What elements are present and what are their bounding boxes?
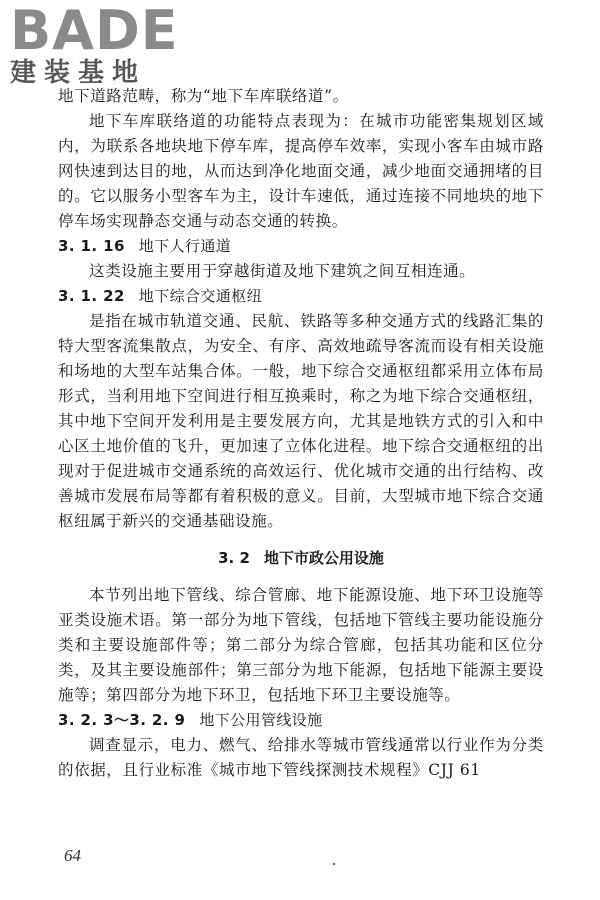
- clause-heading-3-2-3: [58, 708, 544, 733]
- clause-title: 地下人行通道: [138, 237, 232, 255]
- bade-logo: [10, 0, 200, 88]
- clause-title: 地下公用管线设施: [199, 711, 323, 729]
- page-number: 64: [64, 846, 81, 865]
- document-page: [58, 84, 544, 783]
- paragraph-garage-link: 地下车库联络道的功能特点表现为：在城市功能密集规划区域内，为联系各地块地下停车库，提高停车效率，实现小客车由城市路网快速到达目的地，从而达到净化地面交通，减少地面交通拥堵的目的。它以服务小型客车为主，设计车速低，通过连接不同地块的地下停车场实现静态交通与动态交通的转换。: [58, 112, 544, 230]
- logo-subtitle: 建装基地: [10, 58, 147, 88]
- clause-heading-3-1-22: [58, 284, 544, 309]
- scan-speck: [333, 863, 335, 865]
- clause-number: 3. 2. 3～3. 2. 9: [58, 711, 186, 729]
- paragraph-utility-pipelines: 调查显示，电力、燃气、给排水等城市管线通常以行业作为分类的依据，且行业标准《城市地下管线探测技术规程》CJJ 61: [58, 736, 544, 779]
- section-heading-3-2: [58, 546, 544, 571]
- paragraph-pedestrian-passage: 这类设施主要用于穿越街道及地下建筑之间互相连通。: [89, 262, 476, 280]
- clause-number: 3. 1. 16: [58, 237, 125, 255]
- paragraph-continued: 地下道路范畴，称为“地下车库联络道”。: [58, 87, 349, 105]
- logo-wordmark: BADE: [10, 0, 179, 62]
- section-number: 3. 2: [218, 549, 250, 567]
- clause-heading-3-1-16: [58, 234, 544, 259]
- clause-number: 3. 1. 22: [58, 287, 125, 305]
- paragraph-section-intro: 本节列出地下管线、综合管廊、地下能源设施、地下环卫设施等亚类设施术语。第一部分为地下管线，包括地下管线主要功能设施分类和主要设施部件等；第二部分为综合管廊，包括其功能和区位分类，及其主要设施部件；第三部分为地下能源，包括地下能源主要设施等；第四部分为地下环卫，包括地下环卫主要设施等。: [58, 586, 544, 704]
- paragraph-transport-hub: 是指在城市轨道交通、民航、铁路等多种交通方式的线路汇集的特大型客流集散点，为安全、有序、高效地疏导客流而设有相关设施和场地的大型车站集合体。一般，地下综合交通枢纽都采用立体布局形式，当利用地下空间进行相互换乘时，称之为地下综合交通枢纽，其中地下空间开发利用是主要发展方向，尤其是地铁方式的引入和中心区土地价值的飞升，更加速了立体化进程。地下综合交通枢纽的出现对于促进城市交通系统的高效运行、优化城市交通的出行结构、改善城市发展布局等都有着积极的意义。目前，大型城市地下综合交通枢纽属于新兴的交通基础设施。: [58, 312, 544, 530]
- section-title: 地下市政公用设施: [263, 549, 384, 567]
- clause-title: 地下综合交通枢纽: [138, 287, 262, 305]
